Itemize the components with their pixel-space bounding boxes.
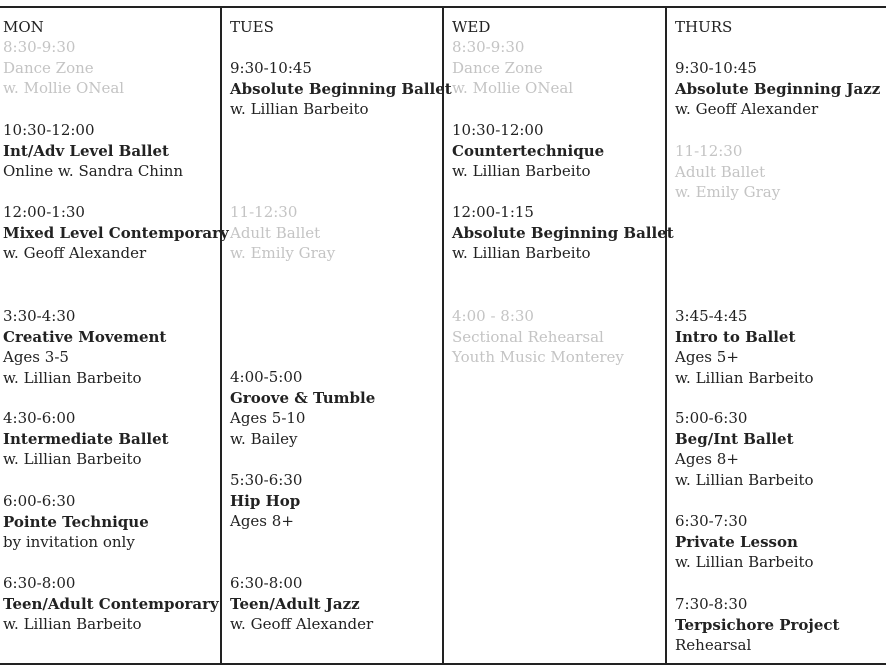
class-detail: w. Mollie ONeal [452,79,574,98]
class-entry [3,306,166,389]
class-title: Hip Hop [230,491,301,510]
class-time: 12:00-1:30 [3,203,85,221]
class-entry [230,58,452,120]
class-entry [452,120,604,182]
class-detail: w. Emily Gray [230,244,336,263]
class-detail: w. Lillian Barbeito [3,450,142,469]
class-title: Pointe Technique [3,512,149,531]
class-detail: Online w. Sandra Chinn [3,162,184,181]
class-entry [3,491,149,553]
class-time: 6:00-6:30 [3,492,76,510]
class-detail: w. Geoff Alexander [675,100,819,119]
class-detail: Ages 8+ [230,512,294,531]
class-title: Terpsichore Project [675,615,840,634]
class-detail: w. Lillian Barbeito [3,369,142,388]
class-time: 6:30-8:00 [230,574,303,592]
class-title: Intro to Ballet [675,327,796,346]
class-time: 9:30-10:45 [230,59,312,77]
class-time: 3:45-4:45 [675,307,748,325]
class-time: 9:30-10:45 [675,59,757,77]
class-entry [230,367,375,450]
class-entry [3,37,124,99]
class-entry [675,141,780,203]
class-title: Teen/Adult Jazz [230,594,360,613]
class-entry [452,202,674,264]
class-title: Absolute Beginning Ballet [230,79,452,98]
class-detail: w. Lillian Barbeito [3,615,142,634]
class-detail: by invitation only [3,533,135,552]
class-detail: Ages 5-10 [230,409,306,428]
class-entry [230,470,302,532]
class-detail: w. Lillian Barbeito [675,369,814,388]
class-time: 5:30-6:30 [230,471,303,489]
class-time: 4:30-6:00 [3,409,76,427]
class-detail: w. Lillian Barbeito [452,244,591,263]
class-title: Sectional Rehearsal [452,327,604,346]
class-entry [675,408,814,491]
class-entry [675,511,814,573]
class-time: 7:30-8:30 [675,595,748,613]
class-time: 6:30-8:00 [3,574,76,592]
class-entry [675,306,814,389]
class-title: Int/Adv Level Ballet [3,141,169,160]
class-time: 8:30-9:30 [452,38,525,56]
class-entry [452,37,573,99]
class-title: Beg/Int Ballet [675,429,794,448]
class-entry [675,594,839,656]
class-detail: w. Lillian Barbeito [675,471,814,490]
class-detail: Ages 8+ [675,450,739,469]
class-entry [675,58,880,120]
class-title: Dance Zone [452,58,543,77]
class-entry [230,202,335,264]
class-detail: w. Lillian Barbeito [675,553,814,572]
class-detail: w. Bailey [230,430,298,449]
class-title: Adult Ballet [230,223,321,242]
class-detail: w. Geoff Alexander [3,244,147,263]
class-entry [3,120,183,182]
day-heading: MON [3,18,44,36]
class-time: 10:30-12:00 [3,121,95,139]
column-divider [665,7,667,664]
class-detail: w. Mollie ONeal [3,79,125,98]
column-divider [220,7,222,664]
class-time: 4:00 - 8:30 [452,307,534,325]
class-detail: Ages 5+ [675,348,739,367]
class-title: Creative Movement [3,327,167,346]
class-detail: Rehearsal [675,636,752,655]
class-time: 3:30-4:30 [3,307,76,325]
class-time: 8:30-9:30 [3,38,76,56]
class-entry [3,202,229,264]
class-detail: w. Emily Gray [675,183,781,202]
class-detail: w. Lillian Barbeito [230,100,369,119]
class-title: Countertechnique [452,141,605,160]
day-heading: WED [452,18,491,36]
class-time: 12:00-1:15 [452,203,534,221]
class-title: Adult Ballet [675,162,766,181]
day-heading: TUES [230,18,274,36]
class-title: Teen/Adult Contemporary [3,594,219,613]
class-entry [3,408,169,470]
class-time: 6:30-7:30 [675,512,748,530]
class-title: Absolute Beginning Ballet [452,223,674,242]
class-title: Groove & Tumble [230,388,376,407]
class-time: 10:30-12:00 [452,121,544,139]
class-detail: w. Geoff Alexander [230,615,374,634]
class-title: Intermediate Ballet [3,429,169,448]
class-time: 11-12:30 [230,203,298,221]
class-entry [3,573,219,635]
day-heading: THURS [675,18,733,36]
class-time: 5:00-6:30 [675,409,748,427]
class-title: Private Lesson [675,532,798,551]
class-time: 4:00-5:00 [230,368,303,386]
class-title: Dance Zone [3,58,94,77]
class-entry [230,573,373,635]
class-detail: Youth Music Monterey [452,348,624,367]
class-title: Absolute Beginning Jazz [675,79,881,98]
class-detail: w. Lillian Barbeito [452,162,591,181]
class-time: 11-12:30 [675,142,743,160]
class-title: Mixed Level Contemporary [3,223,229,242]
class-detail: Ages 3-5 [3,348,69,367]
class-entry [452,306,624,368]
